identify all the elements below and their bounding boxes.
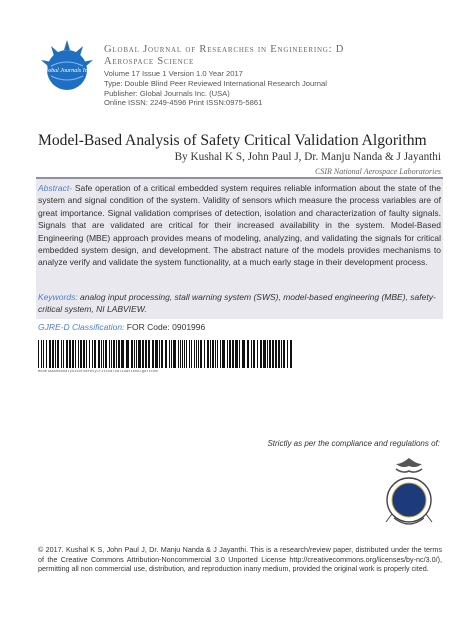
barcode-bar	[165, 340, 167, 368]
barcode-bar	[178, 340, 179, 368]
journals-society-seal	[378, 456, 440, 534]
barcode-bar	[198, 340, 199, 368]
barcode-bar	[101, 340, 102, 368]
barcode-bar	[94, 340, 96, 368]
barcode-bar	[138, 340, 141, 368]
barcode-bar	[38, 340, 39, 368]
barcode-bar	[267, 340, 268, 368]
barcode-bar	[98, 340, 100, 368]
barcode-bar	[180, 340, 181, 368]
barcode-bar	[232, 340, 234, 368]
copyright-notice: © 2017. Kushal K S, John Paul J, Dr. Manju Nanda & J Jayanthi. This is a research/review paper, distributed under the terms of the Creative Commons Attribution-Noncommercial 3.0 Unported License http://creativecommons.org/licenses/by-nc/3.0/), permitting all non commercial use, distribution, and reproduction inany medium, provided the original work is properly cited.	[38, 545, 442, 574]
barcode-bar	[222, 340, 225, 368]
barcode-bar	[66, 340, 68, 368]
meta-volume: Volume 17 Issue 1 Version 1.0 Year 2017	[104, 69, 243, 78]
classification-label: GJRE-D Classification:	[38, 322, 125, 332]
barcode-bar	[49, 340, 51, 368]
barcode-bar	[136, 340, 137, 368]
journal-name-line1: Global Journal of Researches in Engineering: D	[104, 44, 345, 55]
barcode-bar	[72, 340, 74, 368]
barcode-bar	[69, 340, 71, 368]
barcode-bar	[41, 340, 42, 368]
journal-name-line2: Aerospace Science	[104, 56, 195, 67]
barcode-bar	[189, 340, 190, 368]
barcode-bar	[281, 340, 282, 368]
barcode-bar	[103, 340, 104, 368]
barcode-bar	[43, 340, 44, 368]
barcode-bar	[131, 340, 133, 368]
barcode-bar	[287, 340, 288, 368]
abstract	[38, 182, 441, 269]
barcode-bar	[118, 340, 120, 368]
barcode-text: ModelBasedAnalysisofSafetyCriticalValidationAlgorithm	[38, 370, 158, 374]
barcode-bar	[215, 340, 216, 368]
classification-text: FOR Code: 0901996	[124, 322, 206, 332]
logo-text: Global Journals Inc.	[42, 68, 92, 74]
meta-publisher: Publisher: Global Journals Inc. (USA)	[104, 88, 230, 98]
meta-type: Type: Double Blind Peer Reviewed International Research Journal	[104, 78, 327, 88]
barcode-bar	[204, 340, 205, 368]
keywords	[38, 291, 441, 316]
compliance-text: Strictly as per the compliance and regulations of:	[267, 439, 440, 448]
article-affiliation: CSIR National Aerospace Laboratories	[315, 167, 441, 176]
barcode-bar	[283, 340, 285, 368]
barcode-bar	[220, 340, 221, 368]
barcode-bar	[269, 340, 271, 368]
barcode-bar	[173, 340, 176, 368]
article-title: Model-Based Analysis of Safety Critical Validation Algorithm	[38, 132, 427, 149]
barcode-bar	[83, 340, 85, 368]
barcode-bar	[191, 340, 192, 368]
barcode-bar	[161, 340, 163, 368]
barcode-bar	[239, 340, 240, 368]
barcode-bar	[169, 340, 170, 368]
barcode-bar	[121, 340, 124, 368]
barcode-bar	[80, 340, 82, 368]
barcode-bar	[253, 340, 255, 368]
keywords-text: analog input processing, stall warning system (SWS), model-based engineering (MBE), safety- critical system, NI LABVIEW.	[38, 292, 436, 315]
barcode-bar	[86, 340, 87, 368]
barcode-bar	[182, 340, 183, 368]
barcode-bar	[263, 340, 266, 368]
barcode-bar	[196, 340, 197, 368]
barcode-bar	[109, 340, 110, 368]
keywords-label: Keywords:	[38, 292, 78, 302]
barcode-bar	[229, 340, 231, 368]
barcode-bar	[63, 340, 64, 368]
barcode-bar	[210, 340, 211, 368]
barcode-bar	[55, 340, 56, 368]
meta-issn: Online ISSN: 2249-4596 Print ISSN:0975-5861	[104, 98, 263, 108]
barcode-bar	[152, 340, 154, 368]
barcode-bar	[275, 340, 277, 368]
barcode-bar	[260, 340, 262, 368]
barcode-bar	[61, 340, 62, 368]
abstract-text: Safe operation of a critical embedded system requires reliable information about the state of the system and signal condition of the system. Validity of sensors which measure the process variables are of great importance. Signal validation comprises of detection, isolation and characterization of faulty signals. Signals that are validated are critical for their increased availability in the system. Model-Based Engineering (MBE) approach provides means of modeling, analyzing, and validating the signals for critical embedded system design, and development. The abstract nature of the models provides mechanisms to analyze verify and validate the system functionality, at a much early stage in their development process.	[38, 183, 441, 268]
barcode-bar	[57, 340, 59, 368]
barcode	[38, 340, 296, 368]
barcode-bar	[111, 340, 112, 368]
journal-logo	[37, 38, 97, 96]
barcode-bar	[89, 340, 90, 368]
barcode-bar	[247, 340, 249, 368]
barcode-bar	[75, 340, 76, 368]
journal-name	[104, 44, 444, 68]
barcode-bar	[78, 340, 79, 368]
barcode-bar	[227, 340, 228, 368]
barcode-bar	[251, 340, 252, 368]
barcode-bar	[278, 340, 280, 368]
barcode-bar	[212, 340, 214, 368]
barcode-bar	[126, 340, 129, 368]
barcode-bar	[207, 340, 209, 368]
barcode-bar	[116, 340, 117, 368]
barcode-bar	[200, 340, 202, 368]
barcode-bar	[257, 340, 258, 368]
barcode-bar	[113, 340, 115, 368]
barcode-bar	[134, 340, 135, 368]
barcode-bar	[217, 340, 218, 368]
barcode-bar	[155, 340, 158, 368]
barcode-bar	[105, 340, 107, 368]
barcode-bar	[148, 340, 150, 368]
barcode-bar	[290, 340, 292, 368]
barcode-bar	[235, 340, 238, 368]
barcode-bar	[242, 340, 245, 368]
barcode-bar	[272, 340, 274, 368]
barcode-bar	[92, 340, 93, 368]
journal-meta	[104, 69, 444, 108]
barcode-bar	[52, 340, 54, 368]
abstract-label: Abstract-	[38, 183, 73, 193]
barcode-bar	[142, 340, 144, 368]
barcode-bar	[159, 340, 160, 368]
article-authors: By Kushal K S, John Paul J, Dr. Manju Nanda & J Jayanthi	[174, 151, 441, 163]
barcode-bar	[46, 340, 47, 368]
barcode-bar	[171, 340, 172, 368]
barcode-bar	[145, 340, 147, 368]
barcode-bar	[194, 340, 195, 368]
barcode-bar	[184, 340, 185, 368]
classification	[38, 322, 441, 332]
barcode-bar	[186, 340, 187, 368]
